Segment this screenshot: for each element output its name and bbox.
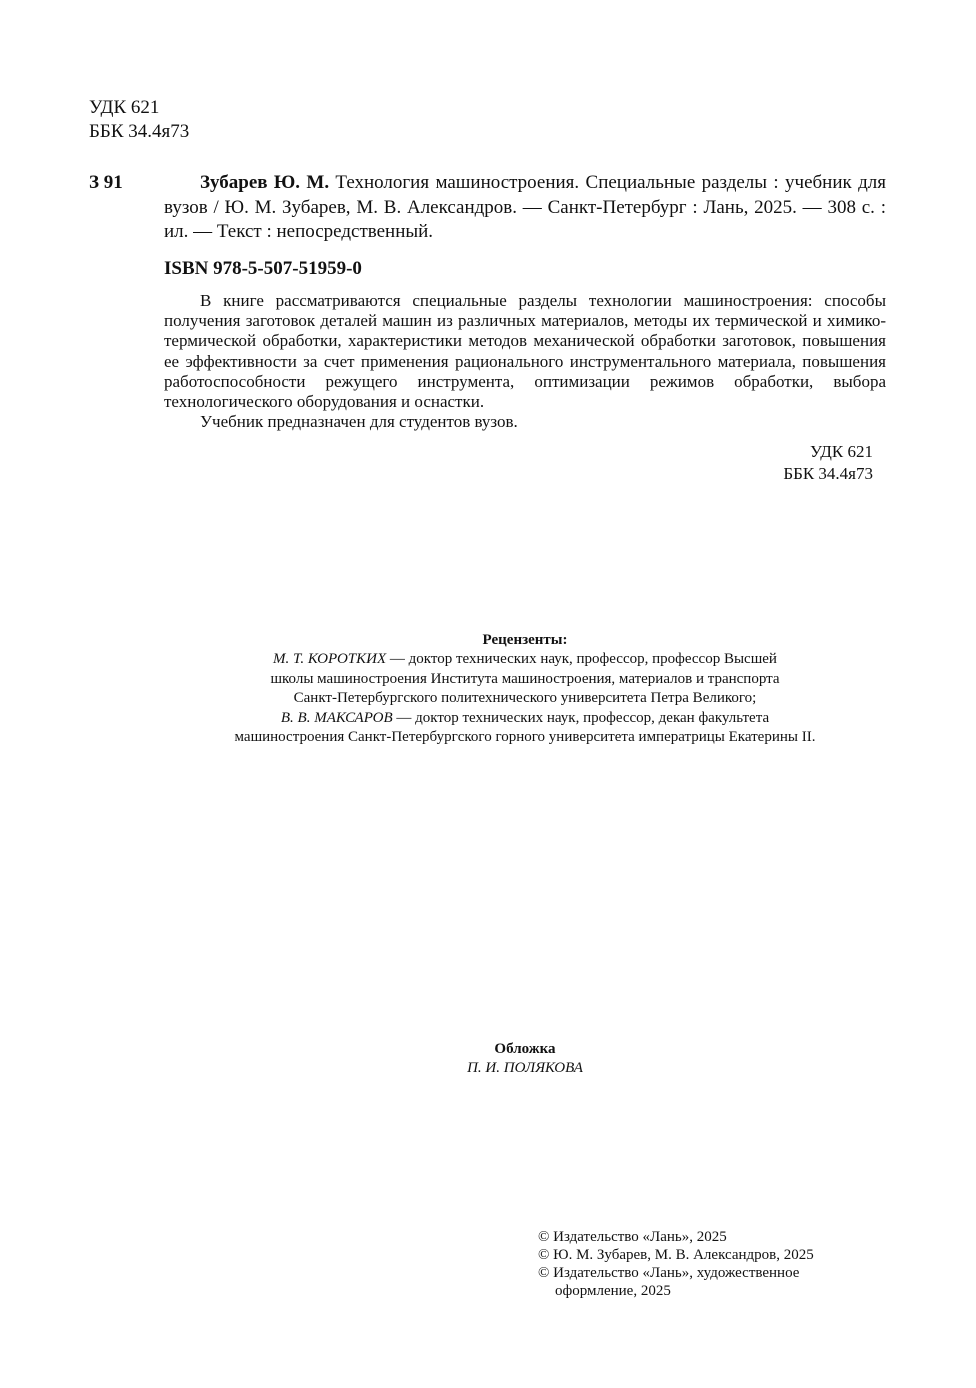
cover-designer: П. И. ПОЛЯКОВА [467,1060,583,1076]
copyright-line: © Издательство «Лань», 2025 [538,1229,727,1245]
reviewer-credentials: — доктор технических наук, профессор, профессор Высшей [386,651,777,668]
annotation [164,291,886,432]
udk-code: УДК 621 [89,97,160,118]
reviewer-line: машиностроения Санкт-Петербургского горного университета императрицы Екатерины II. [234,729,816,746]
isbn: ISBN 978-5-507-51959-0 [164,258,362,279]
reviewer-line [160,709,890,728]
reviewer-credentials: — доктор технических наук, профессор, декан факультета [392,709,770,726]
udk-code: УДК 621 [809,442,873,461]
reviewer-line [160,650,890,669]
reviewer-line: школы машиностроения Института машиностроения, материалов и транспорта [270,670,780,687]
author-name: Зубарев Ю. М. [200,172,330,193]
reviewers-heading: Рецензенты: [482,632,568,648]
copyright-line: © Ю. М. Зубарев, М. В. Александров, 2025 [538,1247,814,1263]
copyright-block [538,1228,878,1300]
copyright-line: © Издательство «Лань», художественное [538,1265,800,1281]
classification-codes-top [89,96,189,144]
bbk-code: ББК 34.4я73 [89,121,190,142]
bibliographic-record [164,171,886,245]
bibliographic-description: Технология машиностроения. Специальные разделы : учебник для вузов / Ю. М. Зубарев, М. В. Александров. — Санкт-Петербург : Лань, 2025. — 308 с. : ил. — Текст : непосредственный. [164,172,886,242]
classification-codes-bottom [700,441,873,485]
cover-heading: Обложка [494,1041,556,1057]
copyright-line: оформление, 2025 [555,1283,671,1299]
bbk-code: ББК 34.4я73 [783,464,873,483]
cover-credit [360,1040,690,1078]
annotation-paragraph: Учебник предназначен для студентов вузов. [200,412,518,432]
reviewer-name: М. Т. КОРОТКИХ [273,651,387,668]
reviewer-line: Санкт-Петербургского политехнического университета Петра Великого; [293,690,757,707]
reviewers-block [160,631,890,747]
reviewer-name: В. В. МАКСАРОВ [280,709,393,726]
annotation-paragraph: В книге рассматриваются специальные разделы технологии машиностроения: способы получения заготовок деталей машин из различных материалов, методы их термической и химико-термической обработки, характеристики методов механической обработки заготовок, повышения ее эффективности за счет применения рационального инструментального материала, повышения работоспособности режущего инструмента, оптимизации режимов обработки, выбора технологического оборудования и оснастки. [164,291,886,412]
author-sign: З 91 [89,172,123,193]
